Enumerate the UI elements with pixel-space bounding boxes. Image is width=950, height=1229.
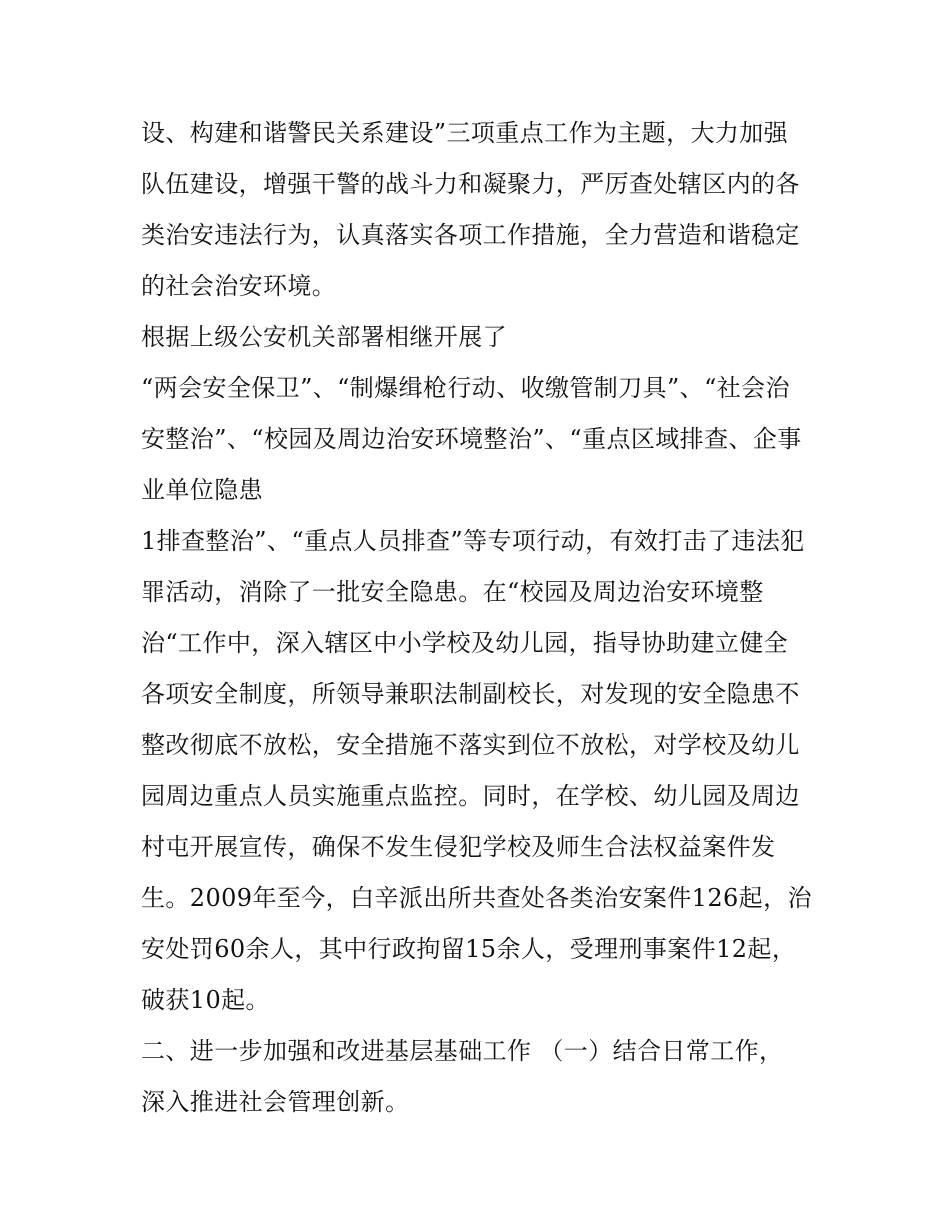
text-line: 破获10起。 — [141, 986, 270, 1014]
text-line: 深入推进社会管理创新。 — [141, 1088, 410, 1116]
text-line: 村屯开展宣传，确保不发生侵犯学校及师生合法权益案件发 — [141, 833, 776, 861]
text-line: 各项安全制度，所领导兼职法制副校长，对发现的安全隐患不 — [141, 680, 800, 708]
text-line: 1排查整治”、“重点人员排查”等专项行动，有效打击了违法犯 — [141, 527, 805, 555]
text-line: 业单位隐患 — [141, 476, 263, 504]
text-line: 根据上级公安机关部署相继开展了 — [141, 323, 507, 351]
text-line: 园周边重点人员实施重点监控。同时，在学校、幼儿园及周边 — [141, 782, 800, 810]
text-line: 治“工作中，深入辖区中小学校及幼儿园，指导协助建立健全 — [141, 629, 789, 657]
text-line: 类治安违法行为，认真落实各项工作措施，全力营造和谐稳定 — [141, 221, 800, 249]
text-line: 的社会治安环境。 — [141, 272, 337, 300]
text-line: 生。2009年至今，白辛派出所共查处各类治安案件126起，治 — [141, 884, 812, 912]
text-line: 队伍建设，增强干警的战斗力和凝聚力，严厉查处辖区内的各 — [141, 170, 800, 198]
text-line: 安整治”、“校园及周边治安环境整治”、“重点区域排查、企事 — [141, 425, 802, 453]
text-line: “两会安全保卫”、“制爆缉枪行动、收缴管制刀具”、“社会治 — [141, 374, 790, 402]
text-line: 整改彻底不放松，安全措施不落实到位不放松，对学校及幼儿 — [141, 731, 800, 759]
text-line: 安处罚60余人，其中行政拘留15余人，受理刑事案件12起， — [141, 935, 797, 963]
text-line: 设、构建和谐警民关系建设”三项重点工作为主题，大力加强 — [141, 119, 789, 147]
document-body — [141, 108, 831, 1128]
text-line: 罪活动，消除了一批安全隐患。在“校园及周边治安环境整 — [141, 578, 764, 606]
text-line: 二、进一步加强和改进基层基础工作 （一）结合日常工作， — [141, 1037, 784, 1065]
